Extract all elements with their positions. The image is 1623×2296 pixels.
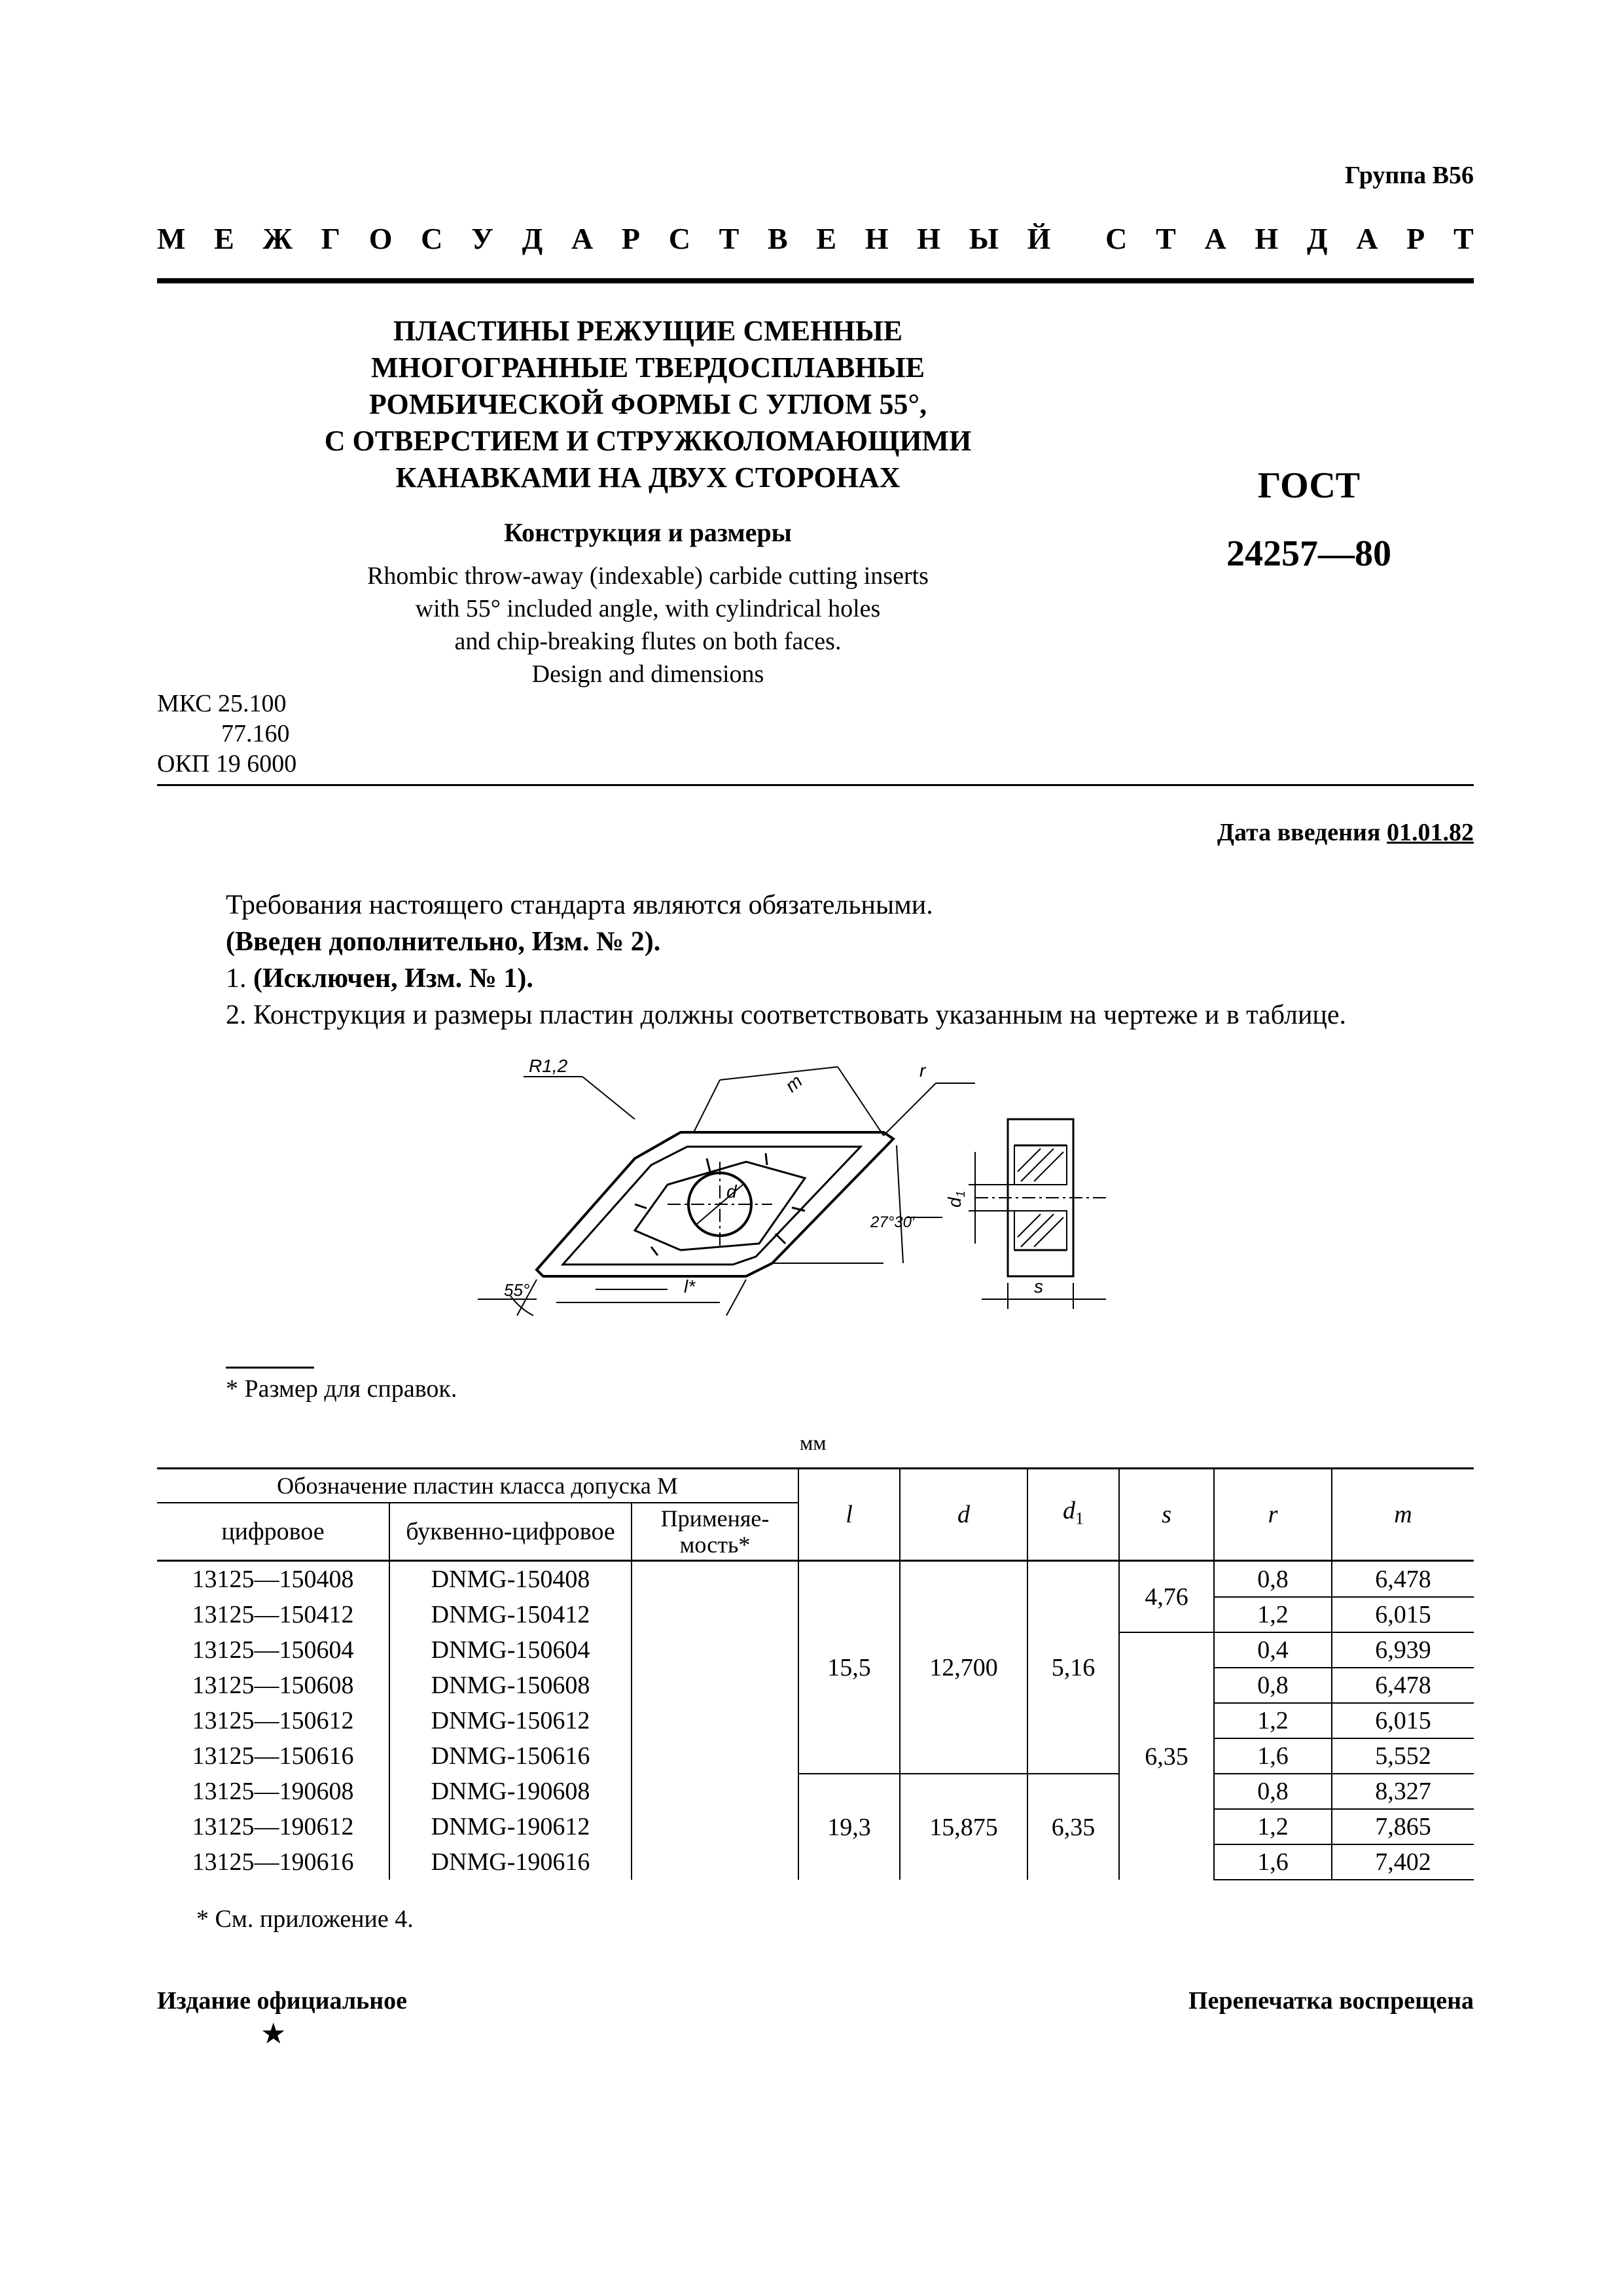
cell-d1: 6,35 — [1027, 1774, 1119, 1880]
col-alpha: буквенно-цифровое — [389, 1503, 632, 1561]
cell-applicability — [632, 1561, 798, 1598]
col-applic-line: Применяе- — [660, 1505, 770, 1532]
cell-r: 0,8 — [1214, 1561, 1332, 1598]
cell-m: 6,015 — [1332, 1597, 1474, 1632]
cell-l: 19,3 — [798, 1774, 900, 1880]
paragraph: Требования настоящего стандарта являются обязательными. — [226, 890, 933, 920]
header-rule — [157, 278, 1474, 283]
cell-m: 6,478 — [1332, 1668, 1474, 1703]
cell-alpha: DNMG-150608 — [389, 1668, 632, 1703]
col-s: s — [1119, 1469, 1214, 1561]
header-letter: М — [157, 222, 186, 255]
cell-m: 8,327 — [1332, 1774, 1474, 1809]
header-letter: Д — [522, 222, 543, 255]
codes-rule — [157, 784, 1474, 786]
header-letter: Т — [719, 222, 740, 255]
header-letter: Ы — [969, 222, 999, 255]
footnote-reference-size: * Размер для справок. — [226, 1375, 457, 1403]
d1-label: $d_1$ — [944, 1191, 967, 1208]
header-letter: Г — [321, 222, 340, 255]
header-letter: Р — [1406, 222, 1425, 255]
clause-text: (Исключен, Изм. № 1). — [253, 963, 533, 994]
cell-alpha: DNMG-190612 — [389, 1809, 632, 1844]
cell-r: 0,8 — [1214, 1774, 1332, 1809]
english-title-line: and chip-breaking flutes on both faces. — [454, 628, 842, 655]
paragraph — [226, 960, 1346, 997]
standard-header — [157, 221, 1474, 256]
gost-label: ГОСТ — [1257, 465, 1361, 506]
cell-applicability — [632, 1774, 798, 1809]
col-l: l — [798, 1469, 900, 1561]
title-line: РОМБИЧЕСКОЙ ФОРМЫ С УГЛОМ 55°, — [368, 388, 927, 420]
header-letter: Й — [1027, 222, 1051, 255]
intro-date — [1217, 818, 1474, 847]
header-letter: А — [1204, 222, 1226, 255]
cell-numeric: 13125—190608 — [157, 1774, 389, 1809]
col-d1-letter: d — [1063, 1496, 1075, 1524]
subtitle: Конструкция и размеры — [504, 518, 792, 547]
body-text — [226, 887, 1346, 1033]
header-letter: Р — [621, 222, 640, 255]
header-letter: Ж — [262, 222, 293, 255]
reprint-prohibited: Перепечатка воспрещена — [1188, 1987, 1474, 2015]
table-header-row — [157, 1469, 1474, 1503]
cell-s: 6,35 — [1119, 1632, 1214, 1880]
group-header: Обозначение пластин класса допуска М — [157, 1469, 798, 1503]
table-row — [157, 1774, 1474, 1809]
cell-applicability — [632, 1597, 798, 1632]
length-label: l* — [684, 1276, 696, 1297]
header-letter: С — [668, 222, 690, 255]
col-d1 — [1027, 1469, 1119, 1561]
col-r: r — [1214, 1469, 1332, 1561]
cell-numeric: 13125—190612 — [157, 1809, 389, 1844]
title-line: С ОТВЕРСТИЕМ И СТРУЖКОЛОМАЮЩИМИ — [324, 425, 972, 457]
classification-codes — [157, 689, 296, 779]
okp-code: ОКП 19 6000 — [157, 750, 297, 778]
paragraph: 2. Конструкция и размеры пластин должны соответствовать указанным на чертеже и в таблице. — [226, 1000, 1347, 1030]
header-letter: Е — [214, 222, 234, 255]
cell-m: 6,015 — [1332, 1703, 1474, 1738]
col-d1-sub: 1 — [1075, 1509, 1084, 1528]
header-letter: О — [368, 222, 393, 255]
cell-r: 1,6 — [1214, 1844, 1332, 1880]
cell-d: 15,875 — [900, 1774, 1027, 1880]
footnote-rule — [226, 1367, 314, 1369]
m-label: m — [781, 1070, 806, 1096]
unit-label: мм — [800, 1431, 827, 1454]
mks-code: МКС 25.100 — [157, 690, 287, 717]
header-letter: Т — [1156, 222, 1176, 255]
cell-r: 1,6 — [1214, 1738, 1332, 1774]
cell-applicability — [632, 1632, 798, 1668]
radius-label: R1,2 — [529, 1056, 568, 1076]
star-mark: ★ — [260, 2018, 287, 2050]
cell-m: 6,939 — [1332, 1632, 1474, 1668]
s-label: s — [1034, 1276, 1043, 1297]
paragraph: (Введен дополнительно, Изм. № 2). — [226, 927, 661, 957]
cell-alpha: DNMG-190616 — [389, 1844, 632, 1880]
cell-numeric: 13125—150612 — [157, 1703, 389, 1738]
header-letter: А — [1356, 222, 1378, 255]
cell-alpha: DNMG-150604 — [389, 1632, 632, 1668]
header-letter: Е — [816, 222, 837, 255]
header-letter: С — [1105, 222, 1128, 255]
cell-m: 6,478 — [1332, 1561, 1474, 1598]
footnote-applicability: * См. приложение 4. — [196, 1905, 414, 1933]
header-letter: Н — [865, 222, 889, 255]
cell-applicability — [632, 1738, 798, 1774]
clause-number: 1. — [226, 963, 247, 994]
col-numeric: цифровое — [157, 1503, 389, 1561]
intro-date-label: Дата введения — [1217, 819, 1381, 846]
header-letter: Д — [1306, 222, 1328, 255]
cell-alpha: DNMG-150616 — [389, 1738, 632, 1774]
cell-r: 0,4 — [1214, 1632, 1332, 1668]
cell-d: 12,700 — [900, 1561, 1027, 1774]
header-letter: Н — [1255, 222, 1279, 255]
table-row — [157, 1561, 1474, 1598]
header-letter: Н — [917, 222, 941, 255]
cell-r: 0,8 — [1214, 1668, 1332, 1703]
col-m: m — [1332, 1469, 1474, 1561]
gost-designation — [1165, 452, 1453, 588]
cell-applicability — [632, 1703, 798, 1738]
cell-numeric: 13125—150604 — [157, 1632, 389, 1668]
english-title-line: Rhombic throw-away (indexable) carbide cutting inserts — [367, 562, 929, 590]
header-letter: Т — [1453, 222, 1474, 255]
title-line: ПЛАСТИНЫ РЕЖУЩИЕ СМЕННЫЕ — [393, 315, 903, 347]
dimensions-table — [157, 1467, 1474, 1880]
col-d: d — [900, 1469, 1027, 1561]
header-letter: А — [571, 222, 594, 255]
d-label: d — [726, 1181, 737, 1202]
acute-angle-label: 55° — [504, 1280, 530, 1300]
title-block — [262, 313, 1034, 691]
gost-number: 24257—80 — [1226, 533, 1391, 574]
angle-label: 27°30′ — [870, 1213, 915, 1231]
cell-applicability — [632, 1809, 798, 1844]
intro-date-value: 01.01.82 — [1387, 819, 1474, 846]
header-letter: В — [768, 222, 788, 255]
cell-s: 4,76 — [1119, 1561, 1214, 1633]
title-line: КАНАВКАМИ НА ДВУХ СТОРОНАХ — [395, 461, 901, 493]
cell-m: 5,552 — [1332, 1738, 1474, 1774]
header-letter: С — [421, 222, 443, 255]
cell-alpha: DNMG-150412 — [389, 1597, 632, 1632]
english-title-line: Design and dimensions — [531, 660, 764, 688]
col-applic-line: мость* — [679, 1532, 751, 1558]
cell-d1: 5,16 — [1027, 1561, 1119, 1774]
mks-code-2: 77.160 — [221, 720, 290, 747]
group-label: Группа В56 — [1344, 162, 1474, 189]
cell-numeric: 13125—150608 — [157, 1668, 389, 1703]
cell-applicability — [632, 1668, 798, 1703]
cell-l: 15,5 — [798, 1561, 900, 1774]
cell-numeric: 13125—190616 — [157, 1844, 389, 1880]
cell-alpha: DNMG-150408 — [389, 1561, 632, 1598]
cell-r: 1,2 — [1214, 1703, 1332, 1738]
r-label: r — [919, 1060, 926, 1081]
cell-m: 7,402 — [1332, 1844, 1474, 1880]
insert-drawing — [504, 1047, 1106, 1335]
cell-r: 1,2 — [1214, 1597, 1332, 1632]
header-letter: У — [471, 222, 493, 255]
title-line: МНОГОГРАННЫЕ ТВЕРДОСПЛАВНЫЕ — [370, 351, 925, 384]
cell-r: 1,2 — [1214, 1809, 1332, 1844]
cell-numeric: 13125—150616 — [157, 1738, 389, 1774]
col-applicability — [632, 1503, 798, 1561]
cell-numeric: 13125—150408 — [157, 1561, 389, 1598]
cell-applicability — [632, 1844, 798, 1880]
official-edition: Издание официальное — [157, 1987, 408, 2015]
cell-alpha: DNMG-150612 — [389, 1703, 632, 1738]
english-title-line: with 55° included angle, with cylindrical holes — [415, 595, 881, 622]
cell-alpha: DNMG-190608 — [389, 1774, 632, 1809]
cell-numeric: 13125—150412 — [157, 1597, 389, 1632]
cell-m: 7,865 — [1332, 1809, 1474, 1844]
